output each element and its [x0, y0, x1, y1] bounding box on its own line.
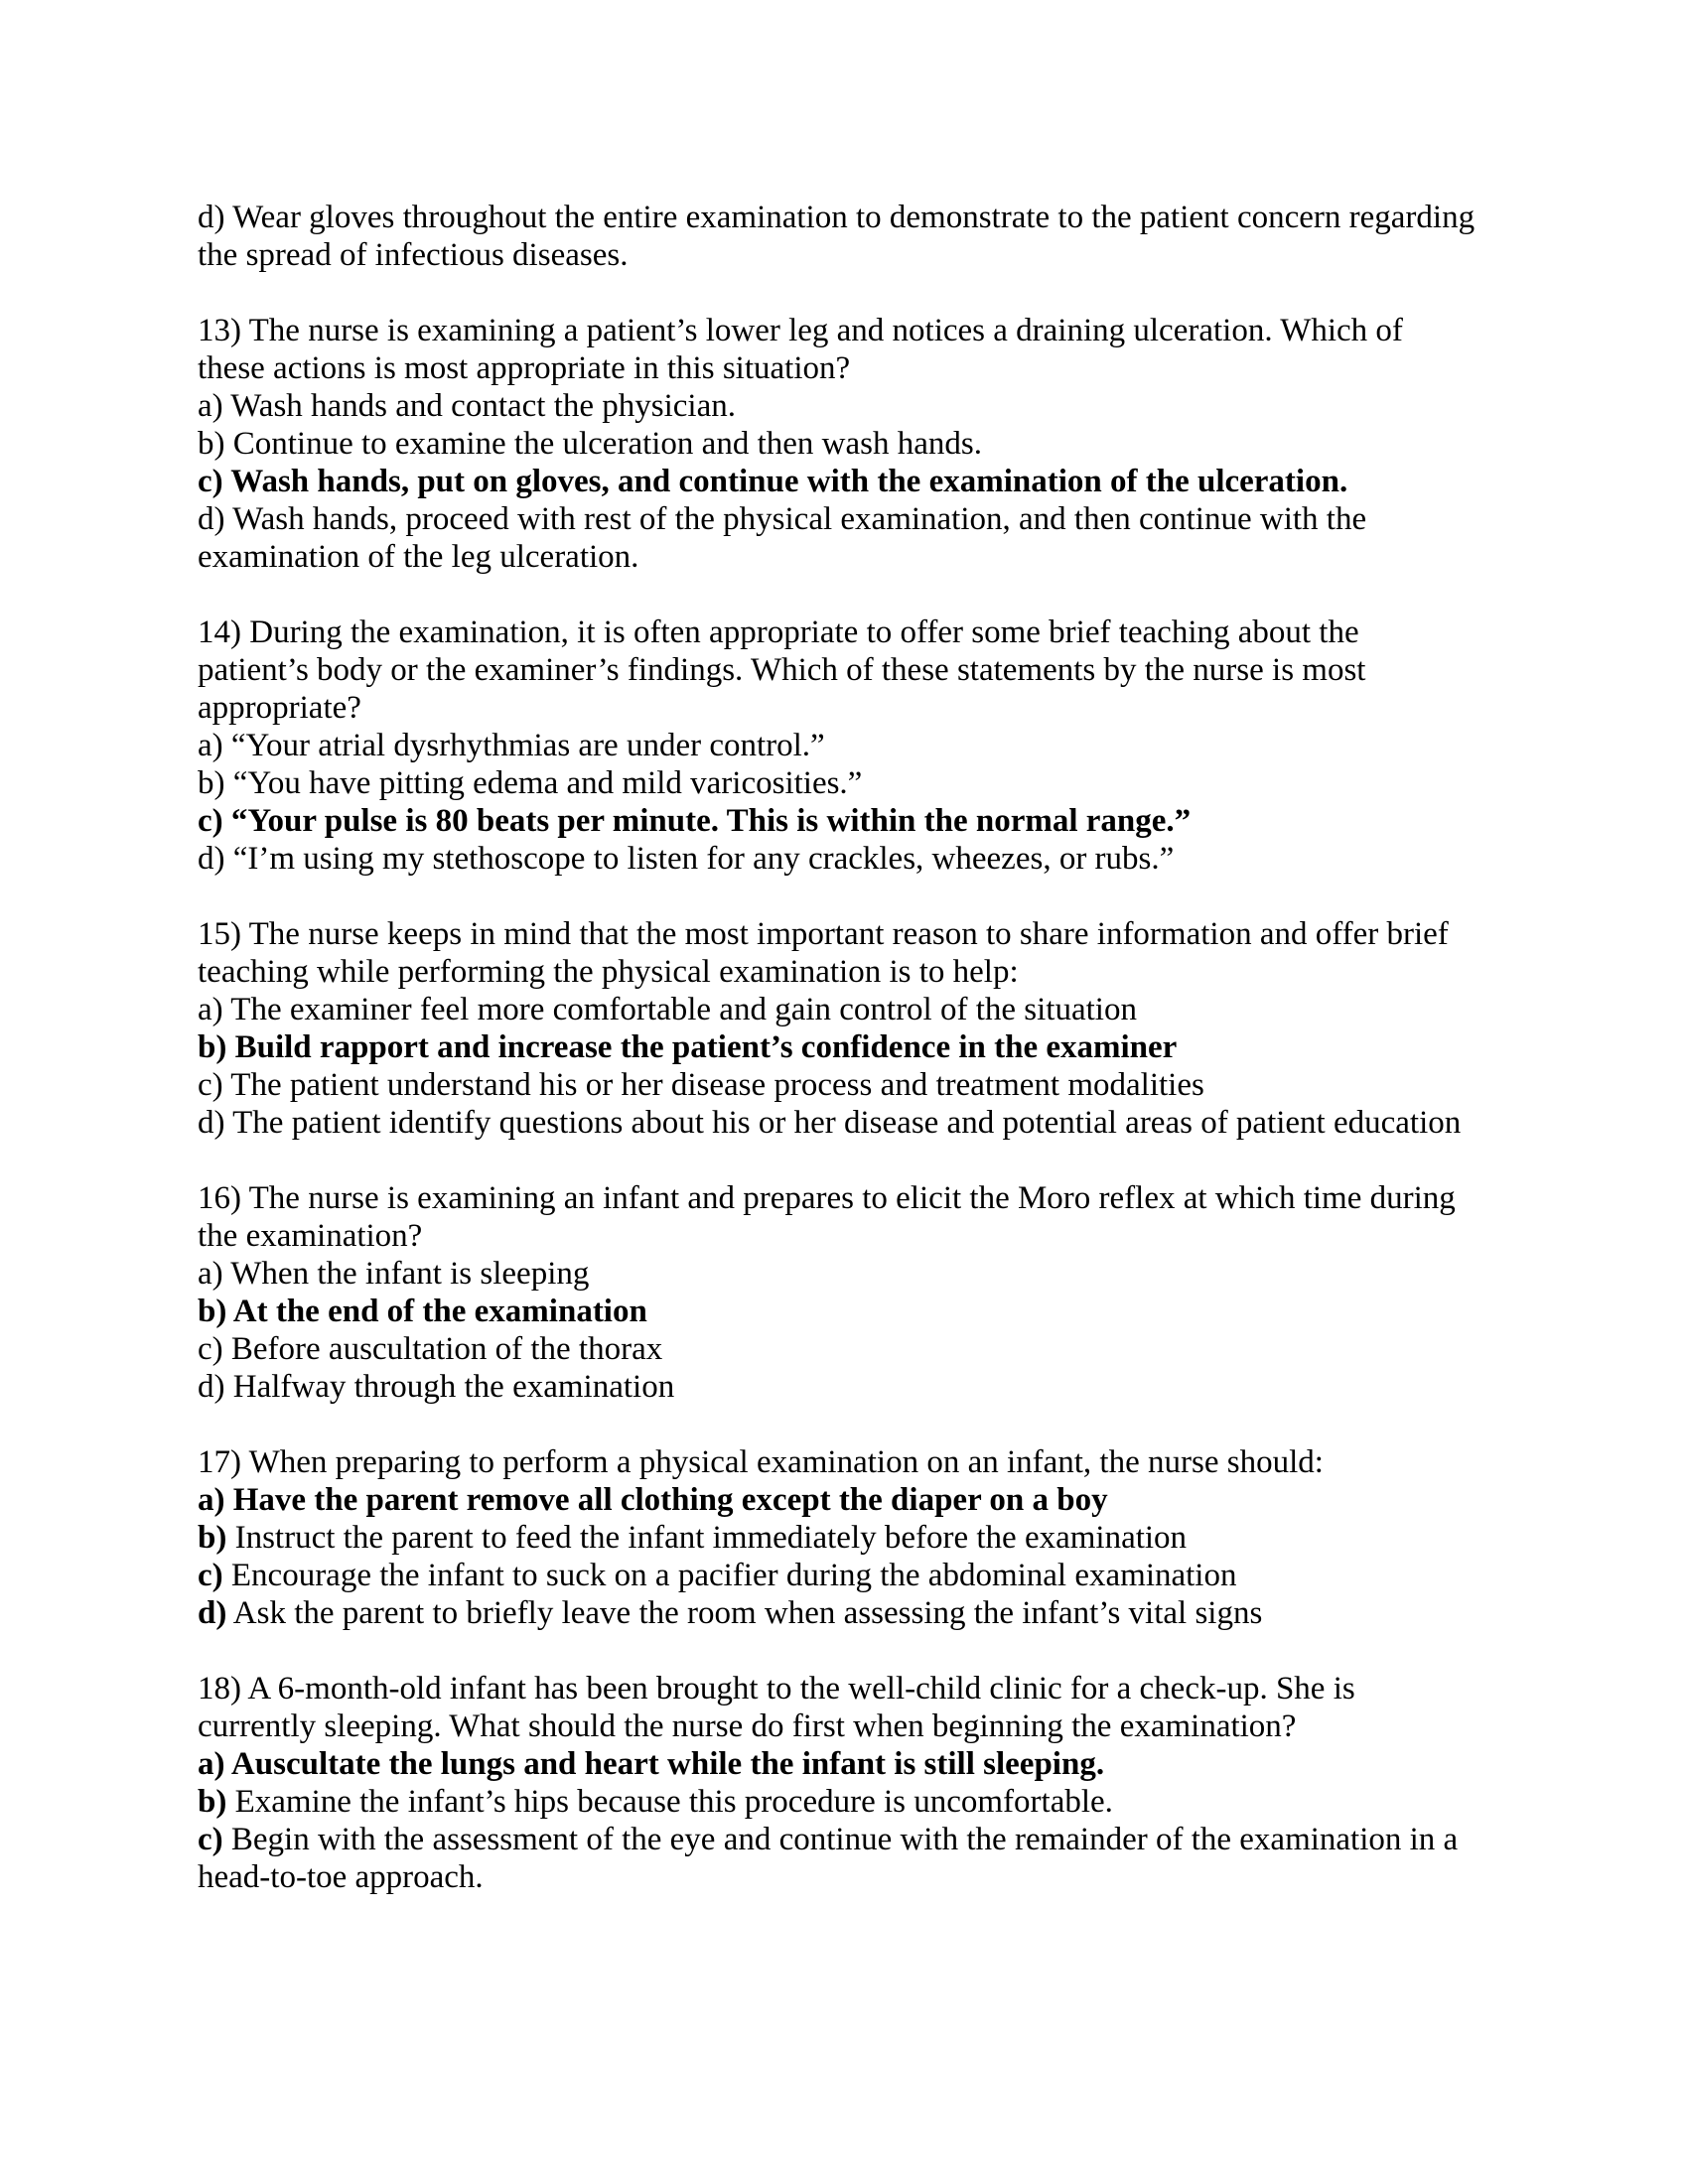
text-line	[198, 312, 1475, 349]
line-text: 13) The nurse is examining a patient’s lower leg and notices a draining ulceration. Which of	[198, 313, 1403, 348]
line-text: d) The patient identify questions about his or her disease and potential areas of patient education	[198, 1105, 1462, 1141]
answer-highlight: c) Wash hands, put on gloves, and continue with the examination of the ulceration.	[198, 464, 1348, 499]
text-line	[198, 1481, 1475, 1519]
line-text: c) The patient understand his or her disease process and treatment modalities	[198, 1067, 1204, 1103]
text-line	[198, 1255, 1475, 1293]
text-line	[198, 953, 1475, 991]
question-q15	[198, 915, 1475, 1142]
text-line	[198, 1594, 1475, 1632]
text-line	[198, 538, 1475, 576]
answer-highlight: b) Build rapport and increase the patient’s confidence in the examiner	[198, 1029, 1178, 1065]
line-text: teaching while performing the physical examination is to help:	[198, 954, 1019, 990]
text-line	[198, 1217, 1475, 1255]
line-text: a) When the infant is sleeping	[198, 1256, 590, 1292]
line-text: a) “Your atrial dysrhythmias are under control.”	[198, 728, 825, 763]
answer-highlight: b) At the end of the examination	[198, 1294, 647, 1329]
text-line	[198, 689, 1475, 727]
line-text: Begin with the assessment of the eye and continue with the remainder of the examination in a	[222, 1822, 1459, 1857]
text-line	[198, 1066, 1475, 1104]
text-line	[198, 991, 1475, 1028]
line-text: a) Wash hands and contact the physician.	[198, 388, 736, 424]
line-text: Examine the infant’s hips because this procedure is uncomfortable.	[226, 1784, 1113, 1820]
answer-highlight: c)	[198, 1822, 223, 1857]
text-line	[198, 236, 1475, 274]
text-line	[198, 651, 1475, 689]
text-line	[198, 1745, 1475, 1783]
line-text: 16) The nurse is examining an infant and prepares to elicit the Moro reflex at which time during	[198, 1180, 1456, 1216]
text-line	[198, 463, 1475, 500]
document-page	[198, 199, 1475, 1934]
text-line	[198, 1368, 1475, 1406]
text-line	[198, 1293, 1475, 1330]
line-text: 18) A 6-month-old infant has been brought to the well-child clinic for a check-up. She is	[198, 1671, 1355, 1706]
answer-highlight: a) Auscultate the lungs and heart while the infant is still sleeping.	[198, 1746, 1105, 1782]
text-line	[198, 1858, 1475, 1896]
text-line	[198, 1028, 1475, 1066]
line-text: d) Halfway through the examination	[198, 1369, 675, 1405]
line-text: 15) The nurse keeps in mind that the most important reason to share information and offer brief	[198, 916, 1449, 952]
text-line	[198, 727, 1475, 764]
question-q12-continued	[198, 199, 1475, 274]
text-line	[198, 500, 1475, 538]
line-text: head-to-toe approach.	[198, 1859, 484, 1895]
text-line	[198, 1821, 1475, 1858]
text-line	[198, 1330, 1475, 1368]
text-line	[198, 802, 1475, 840]
line-text: Encourage the infant to suck on a pacifier during the abdominal examination	[222, 1558, 1237, 1593]
question-q18	[198, 1670, 1475, 1896]
line-text: 17) When preparing to perform a physical examination on an infant, the nurse should:	[198, 1444, 1324, 1480]
answer-highlight: c)	[198, 1558, 223, 1593]
text-line	[198, 1519, 1475, 1557]
line-text: b) Continue to examine the ulceration and then wash hands.	[198, 426, 982, 462]
text-line	[198, 1179, 1475, 1217]
line-text: d) “I’m using my stethoscope to listen for any crackles, wheezes, or rubs.”	[198, 841, 1175, 877]
line-text: the examination?	[198, 1218, 423, 1254]
line-text: patient’s body or the examiner’s findings. Which of these statements by the nurse is most	[198, 652, 1366, 688]
text-line	[198, 1783, 1475, 1821]
line-text: appropriate?	[198, 690, 361, 726]
text-line	[198, 1670, 1475, 1707]
answer-highlight: b)	[198, 1520, 227, 1556]
text-line	[198, 1443, 1475, 1481]
line-text: 14) During the examination, it is often appropriate to offer some brief teaching about the	[198, 614, 1359, 650]
line-text: d) Wear gloves throughout the entire examination to demonstrate to the patient concern regarding	[198, 200, 1476, 235]
question-q14	[198, 614, 1475, 878]
text-line	[198, 199, 1475, 236]
text-line	[198, 387, 1475, 425]
text-line	[198, 840, 1475, 878]
text-line	[198, 349, 1475, 387]
line-text: examination of the leg ulceration.	[198, 539, 639, 575]
question-q16	[198, 1179, 1475, 1406]
line-text: a) The examiner feel more comfortable and gain control of the situation	[198, 992, 1137, 1027]
line-text: b) “You have pitting edema and mild varicosities.”	[198, 765, 863, 801]
answer-highlight: c) “Your pulse is 80 beats per minute. This is within the normal range.”	[198, 803, 1192, 839]
line-text: currently sleeping. What should the nurse do first when beginning the examination?	[198, 1708, 1297, 1744]
answer-highlight: b)	[198, 1784, 227, 1820]
text-line	[198, 915, 1475, 953]
text-line	[198, 425, 1475, 463]
line-text: the spread of infectious diseases.	[198, 237, 629, 273]
question-q17	[198, 1443, 1475, 1632]
text-line	[198, 1104, 1475, 1142]
line-text: Ask the parent to briefly leave the room when assessing the infant’s vital signs	[226, 1595, 1263, 1631]
line-text: these actions is most appropriate in this situation?	[198, 350, 851, 386]
text-line	[198, 614, 1475, 651]
line-text: c) Before auscultation of the thorax	[198, 1331, 663, 1367]
line-text: d) Wash hands, proceed with rest of the physical examination, and then continue with the	[198, 501, 1367, 537]
answer-highlight: d)	[198, 1595, 227, 1631]
line-text: Instruct the parent to feed the infant immediately before the examination	[226, 1520, 1188, 1556]
text-line	[198, 764, 1475, 802]
question-q13	[198, 312, 1475, 576]
text-line	[198, 1557, 1475, 1594]
text-line	[198, 1707, 1475, 1745]
answer-highlight: a) Have the parent remove all clothing except the diaper on a boy	[198, 1482, 1108, 1518]
